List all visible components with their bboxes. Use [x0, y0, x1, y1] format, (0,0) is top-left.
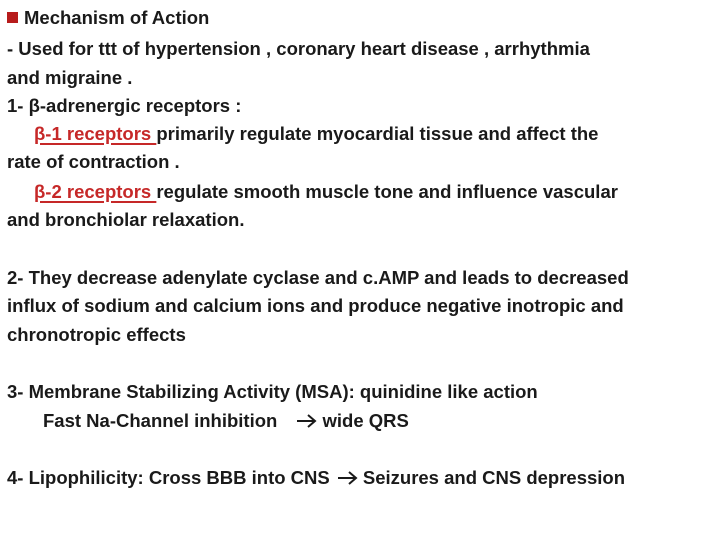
square-bullet-icon	[7, 12, 18, 23]
beta2-line	[34, 180, 618, 204]
point4-line	[7, 466, 625, 490]
point2-line-1: 2- They decrease adenylate cyclase and c.AMP and leads to decreased	[7, 267, 629, 288]
point2-line-2: influx of sodium and calcium ions and produce negative inotropic and	[7, 295, 624, 316]
point3-sub-left: Fast Na-Channel inhibition	[43, 410, 278, 431]
point1-title: 1- β-adrenergic receptors :	[7, 95, 242, 116]
beta2-label: β-2 receptors	[34, 181, 157, 202]
beta1-text: primarily regulate myocardial tissue and affect the	[156, 123, 599, 144]
point4-left: 4- Lipophilicity: Cross BBB into CNS	[7, 467, 330, 488]
heading	[0, 6, 209, 30]
beta1-label: β-1 receptors	[34, 123, 157, 144]
heading-title: Mechanism of Action	[24, 7, 210, 28]
beta2-text-2: and bronchiolar relaxation.	[7, 209, 245, 230]
right-arrow-icon	[296, 414, 318, 428]
intro-line-1: - Used for ttt of hypertension , coronary heart disease , arrhythmia	[7, 38, 590, 59]
point3-line-1: 3- Membrane Stabilizing Activity (MSA): quinidine like action	[7, 381, 538, 402]
right-arrow-icon	[337, 471, 359, 485]
point2-line-3: chronotropic effects	[7, 324, 186, 345]
point4-right: Seizures and CNS depression	[362, 467, 626, 488]
intro-line-2: and migraine .	[7, 67, 133, 88]
beta1-text-2: rate of contraction .	[7, 151, 180, 172]
beta2-text: regulate smooth muscle tone and influence vascular	[156, 181, 618, 202]
beta1-line	[34, 122, 598, 146]
point3-sub-right: wide QRS	[322, 410, 409, 431]
point3-sub-line	[43, 409, 409, 433]
